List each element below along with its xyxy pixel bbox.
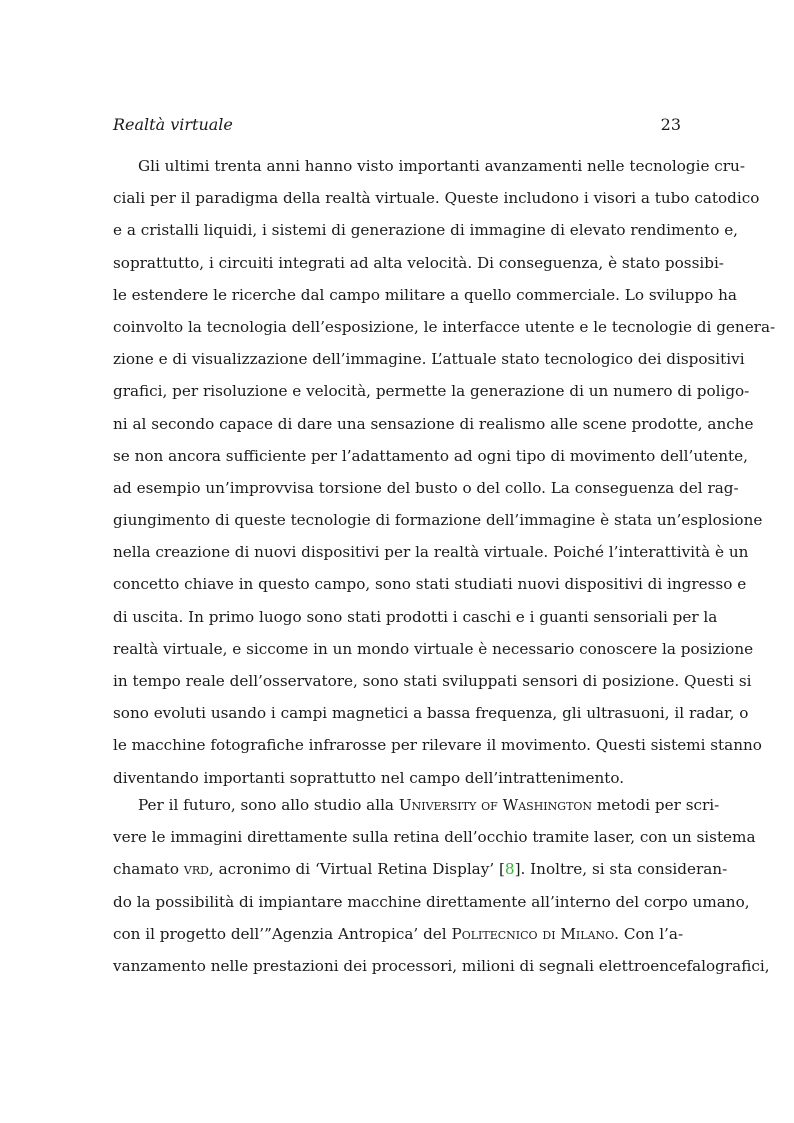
text-line: e a cristalli liquidi, i sistemi di generazione di immagine di elevato rendimento e, xyxy=(113,221,739,240)
text-line: sono evoluti usando i campi magnetici a bassa frequenza, gli ultrasuoni, il radar, o xyxy=(113,704,749,723)
text-line: nella creazione di nuovi dispositivi per la realtà virtuale. Poiché l’interattività è un xyxy=(113,543,749,562)
institution-name: University of Washington xyxy=(398,796,593,814)
text-line: le estendere le ricerche dal campo militare a quello commerciale. Lo sviluppo ha xyxy=(113,285,737,304)
chapter-title: Realtà virtuale xyxy=(113,115,233,134)
text-line: vanzamento nelle prestazioni dei processori, milioni di segnali elettroencefalografici, xyxy=(113,956,770,975)
page-number: 23 xyxy=(660,115,681,134)
text-line: concetto chiave in questo campo, sono stati studiati nuovi dispositivi di ingresso e xyxy=(113,575,747,594)
text-line: ad esempio un’improvvisa torsione del busto o del collo. La conseguenza del rag- xyxy=(113,478,739,497)
text-line: vere le immagini direttamente sulla retina dell’occhio tramite laser, con un sistema xyxy=(113,828,756,847)
text-line: Gli ultimi trenta anni hanno visto importanti avanzamenti nelle tecnologie cru- xyxy=(138,157,745,175)
text-line: di uscita. In primo luogo sono stati prodotti i caschi e i guanti sensoriali per la xyxy=(113,607,718,626)
text-line: ni al secondo capace di dare una sensazione di realismo alle scene prodotte, anche xyxy=(113,414,754,433)
text-line: giungimento di queste tecnologie di formazione dell’immagine è stata un’esplosione xyxy=(113,511,763,530)
acronym: vrd xyxy=(183,860,209,879)
text-line: ciali per il paradigma della realtà virtuale. Queste includono i visori a tubo catodico xyxy=(113,189,760,208)
text-line: in tempo reale dell’osservatore, sono stati sviluppati sensori di posizione. Questi si xyxy=(113,672,752,690)
text-line: zione e di visualizzazione dell’immagine. L’attuale stato tecnologico dei dispositivi xyxy=(113,350,745,369)
institution-name: Politecnico di Milano xyxy=(451,924,615,943)
text-line: con il progetto dell’”Agenzia Antropica’ del Politecnico di Milano. Con l’a- xyxy=(113,924,684,943)
text-line: le macchine fotografiche infrarosse per rilevare il movimento. Questi sistemi stanno xyxy=(113,736,762,755)
text-line: do la possibilità di impiantare macchine direttamente all’interno del corpo umano, xyxy=(113,892,750,911)
text-line: diventando importanti soprattutto nel campo dell’intrattenimento. xyxy=(113,768,625,787)
paragraph-2 xyxy=(113,789,770,982)
citation-link[interactable]: 8 xyxy=(504,860,515,879)
text-line: se non ancora sufficiente per l’adattamento ad ogni tipo di movimento dell’utente, xyxy=(113,446,748,465)
text-line: Per il futuro, sono allo studio alla University of Washington metodi per scri- xyxy=(138,796,720,814)
text-line: soprattutto, i circuiti integrati ad alta velocità. Di conseguenza, è stato possibi- xyxy=(113,253,724,272)
text-line: grafici, per risoluzione e velocità, permette la generazione di un numero di poligo- xyxy=(113,382,750,401)
text-line: coinvolto la tecnologia dell’esposizione, le interfacce utente e le tecnologie di genera- xyxy=(113,317,776,336)
text-line: chamato vrd, acronimo di ‘Virtual Retina Display’ [8]. Inoltre, si sta consideran- xyxy=(113,860,728,879)
text-line: realtà virtuale, e siccome in un mondo virtuale è necessario conoscere la posizione xyxy=(113,639,754,658)
paragraph-1 xyxy=(113,150,776,794)
